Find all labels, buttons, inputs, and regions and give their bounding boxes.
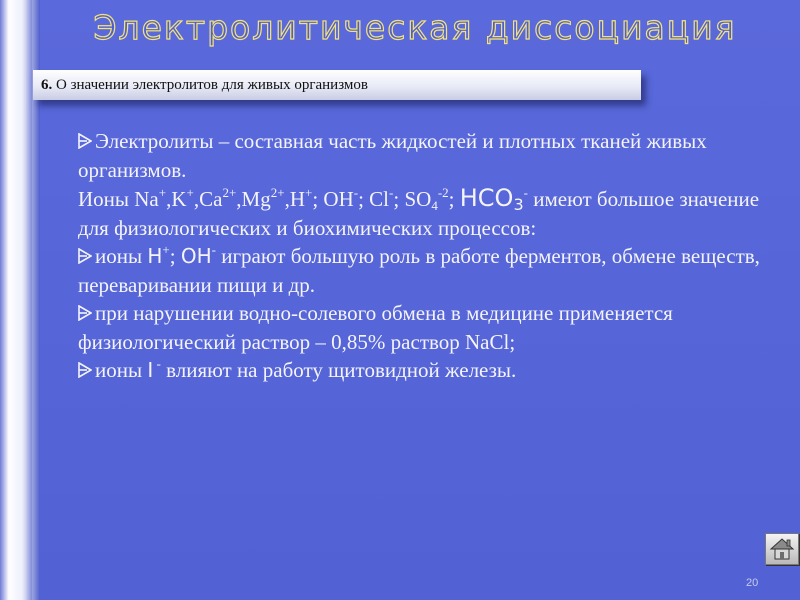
hco3-subscript: 3 — [513, 195, 524, 214]
home-button[interactable] — [765, 533, 799, 565]
ions-prefix: Ионы Na — [78, 187, 159, 211]
bullet3-text: при нарушении водно-солевого обмена в медицине применяется физиологический раствор – 0,85% раствор NaCl; — [78, 301, 673, 354]
separator: ; — [448, 187, 460, 211]
page-number: 20 — [746, 577, 759, 589]
ion-so4: ; SO — [393, 187, 432, 211]
paragraph-3 — [78, 299, 783, 356]
left-decorative-stripe — [26, 0, 32, 600]
bullet2-h: H — [147, 244, 163, 268]
ion-h: ,H — [284, 187, 305, 211]
line-electrolytes: Электролиты – составная часть жидкостей и плотных тканей живых организмов. — [78, 129, 707, 182]
paragraph-ions — [78, 184, 783, 242]
hco3-charge: - — [523, 185, 528, 200]
h-charge: + — [304, 185, 313, 200]
bullet4-iodide-charge: - — [153, 356, 161, 371]
home-icon — [766, 534, 798, 564]
bullet2-prefix: ионы — [95, 244, 148, 268]
arrow-bullet-icon — [78, 248, 92, 264]
section-number: 6. — [41, 77, 53, 93]
slide-content — [78, 127, 783, 385]
bullet4-suffix: влияют на работу щитовидной железы. — [160, 358, 517, 382]
paragraph-1 — [78, 127, 783, 184]
bullet2-oh: OH — [180, 244, 212, 268]
paragraph-2 — [78, 242, 783, 299]
ca-charge: 2+ — [222, 185, 237, 200]
mg-charge: 2+ — [270, 185, 285, 200]
ion-mg: ,Mg — [236, 187, 271, 211]
section-header — [33, 70, 641, 100]
ion-hco3: HCO — [459, 184, 514, 212]
ions-suffix: имеют большое значение для физиологических и биохимических процессов: — [78, 187, 760, 240]
bullet4-prefix: ионы — [95, 358, 148, 382]
paragraph-4 — [78, 356, 783, 385]
bullet2-separator: ; — [169, 244, 181, 268]
arrow-bullet-icon — [78, 362, 92, 378]
ion-oh: ; OH — [312, 187, 354, 211]
so4-charge: -2 — [437, 185, 449, 200]
cl-charge: - — [389, 185, 394, 200]
slide-title: Электролитическая диссоциация — [93, 8, 737, 47]
ion-ca: ,Ca — [193, 187, 223, 211]
section-title: О значении электролитов для живых организмов — [52, 77, 368, 93]
arrow-bullet-icon — [78, 305, 92, 321]
so4-subscript: 4 — [431, 198, 438, 213]
oh-charge: - — [353, 185, 359, 200]
bullet2-h-charge: + — [162, 242, 170, 257]
bullet2-suffix: играют большую роль в работе ферментов, обмене веществ, переваривании пищи и др. — [78, 244, 760, 297]
bullet4-iodide: I — [147, 358, 154, 382]
arrow-bullet-icon — [78, 133, 92, 149]
ion-k: ,K — [166, 187, 187, 211]
bullet2-oh-charge: - — [211, 242, 216, 257]
k-charge: + — [186, 185, 194, 200]
ion-cl: ; Cl — [358, 187, 390, 211]
na-charge: + — [158, 185, 167, 200]
